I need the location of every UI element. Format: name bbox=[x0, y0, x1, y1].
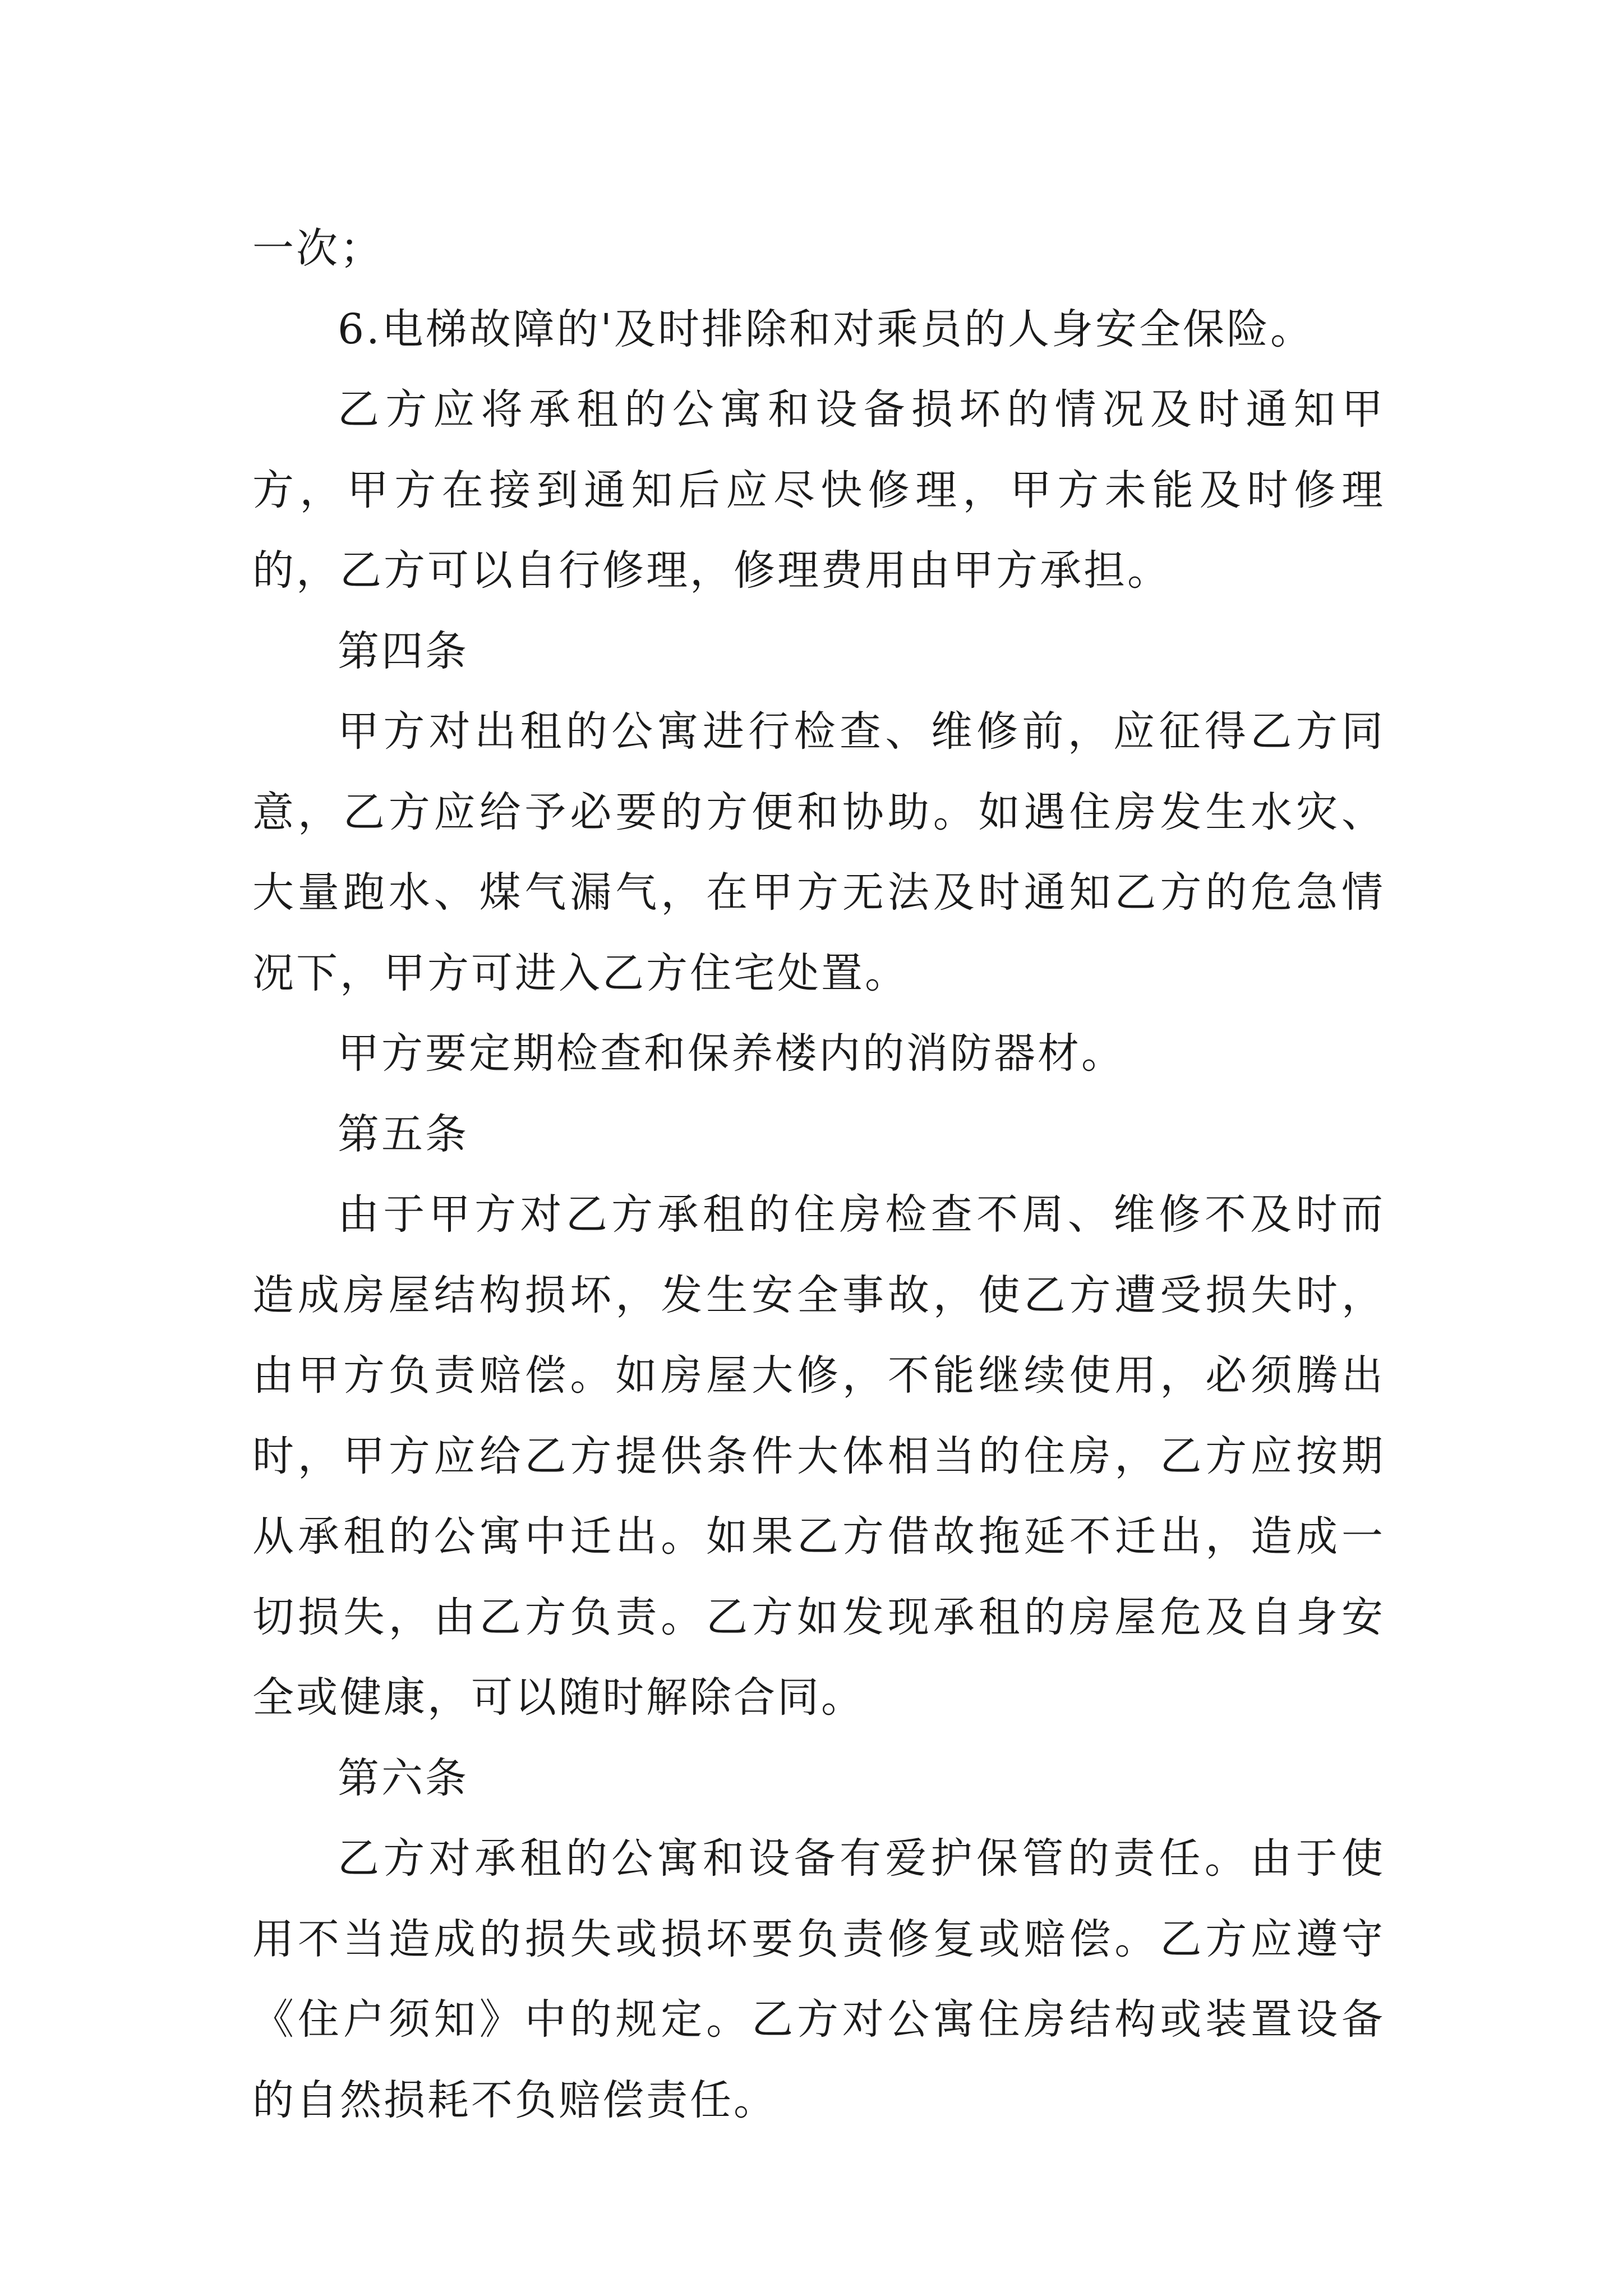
document-body bbox=[252, 209, 1385, 2141]
paragraph-fire-equipment: 甲方要定期检查和保养楼内的消防器材。 bbox=[338, 1029, 1125, 1078]
paragraph-elevator-clause: 6.电梯故障的'及时排除和对乘员的人身安全保险。 bbox=[338, 305, 1314, 353]
article-heading-4: 第四条 bbox=[338, 627, 469, 675]
article-heading-6: 第六条 bbox=[338, 1754, 469, 1802]
paragraph-liability: 由于甲方对乙方承租的住房检查不周、维修不及时而造成房屋结构损坏，发生安全事故，使乙方遭受损失时，由甲方负责赔偿。如房屋大修，不能继续使用，必须腾出时，甲方应给乙方提供条件大体相当的住房，乙方应按期从承租的公寓中迁出。如果乙方借故拖延不迁出，造成一切损失，由乙方负责。乙方如发现承租的房屋危及自身安全或健康，可以随时解除合同。 bbox=[252, 1190, 1385, 1722]
paragraph-tenant-duty: 乙方对承租的公寓和设备有爱护保管的责任。由于使用不当造成的损失或损坏要负责修复或赔偿。乙方应遵守《住户须知》中的规定。乙方对公寓住房结构或装置设备的自然损耗不负赔偿责任。 bbox=[252, 1834, 1385, 2124]
paragraph-repair-notice: 乙方应将承租的公寓和设备损坏的情况及时通知甲方，甲方在接到通知后应尽快修理，甲方未能及时修理的，乙方可以自行修理，修理费用由甲方承担。 bbox=[252, 385, 1385, 595]
article-heading-5: 第五条 bbox=[338, 1110, 469, 1158]
paragraph-continuation: 一次； bbox=[252, 224, 384, 273]
paragraph-inspection: 甲方对出租的公寓进行检查、维修前，应征得乙方同意，乙方应给予必要的方便和协助。如遇住房发生水灾、大量跑水、煤气漏气，在甲方无法及时通知乙方的危急情况下，甲方可进入乙方住宅处置。 bbox=[252, 707, 1385, 997]
